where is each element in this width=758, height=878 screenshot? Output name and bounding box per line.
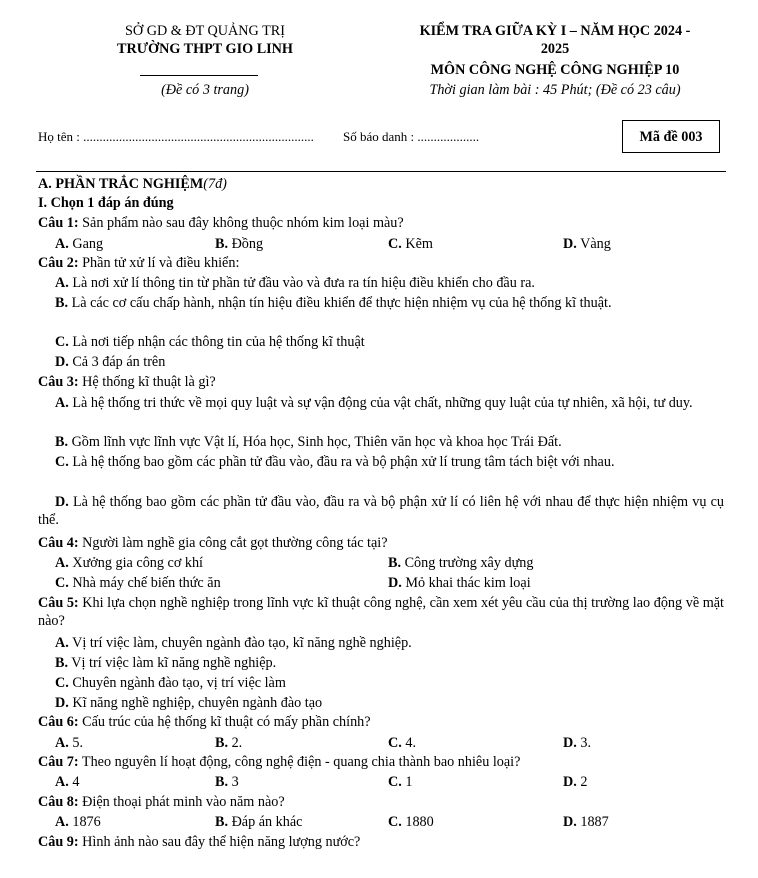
q3-option-d: D. Là hệ thống bao gồm các phần tử đầu vào, đầu ra và bộ phận xử lí có liên hệ với nhau để thực hiện nhiệm vụ cụ thể.	[38, 494, 724, 528]
department-name: SỞ GD & ĐT QUẢNG TRỊ	[125, 23, 285, 39]
section-title-text: A. PHẦN TRẮC NGHIỆM	[38, 176, 204, 192]
section-title	[38, 175, 227, 193]
q2-option-c: C. Là nơi tiếp nhận các thông tin của hệ thống kĩ thuật	[55, 334, 365, 350]
q4-option-b: B. Công trường xây dựng	[388, 555, 534, 571]
exam-title-line1: KIỂM TRA GIỮA KỲ I – NĂM HỌC 2024 -	[419, 23, 691, 39]
question-text: Sản phẩm nào sau đây không thuộc nhóm kim loại màu?	[78, 215, 404, 231]
question-8: Câu 8: Điện thoại phát minh vào năm nào?	[38, 794, 285, 810]
school-name: TRƯỜNG THPT GIO LINH	[117, 41, 293, 57]
q8-option-a: A. 1876	[55, 814, 101, 830]
q1-option-c: C. Kẽm	[388, 236, 433, 252]
question-6: Câu 6: Cấu trúc của hệ thống kĩ thuật có mấy phần chính?	[38, 714, 371, 730]
subject-title: MÔN CÔNG NGHỆ CÔNG NGHIỆP 10	[430, 62, 680, 78]
question-number: Câu 1:	[38, 215, 79, 231]
q7-option-a: A. 4	[55, 774, 80, 790]
q5-option-a: A. Vị trí việc làm, chuyên ngành đào tạo, kĩ năng nghề nghiệp.	[55, 635, 412, 651]
section-instruction: I. Chọn 1 đáp án đúng	[38, 195, 174, 211]
q7-option-c: C. 1	[388, 774, 413, 790]
question-1	[38, 214, 404, 232]
pages-note: (Đề có 3 trang)	[161, 82, 249, 98]
q3-option-a: A. Là hệ thống tri thức về mọi quy luật và sự vận động của vật chất, những quy luật của tự nhiên, xã hội, tư duy.	[55, 395, 693, 411]
header-separator	[36, 171, 726, 172]
q1-option-a: A. Gang	[55, 236, 104, 252]
question-9: Câu 9: Hình ảnh nào sau đây thể hiện năng lượng nước?	[38, 834, 361, 850]
q6-option-c: C. 4.	[388, 735, 416, 751]
question-2: Câu 2: Phần tử xử lí và điều khiển:	[38, 255, 240, 271]
header-underline	[140, 75, 258, 76]
q1-option-b: B. Đồng	[215, 236, 264, 252]
question-4: Câu 4: Người làm nghề gia công cắt gọt thường công tác tại?	[38, 535, 388, 551]
q8-option-d: D. 1887	[563, 814, 609, 830]
q8-option-c: C. 1880	[388, 814, 434, 830]
q2-option-a: A. Là nơi xử lí thông tin từ phần tử đầu vào và đưa ra tín hiệu điều khiển cho đầu ra.	[55, 275, 535, 291]
q8-option-b: B. Đáp án khác	[215, 814, 303, 830]
q2-option-b: B. Là các cơ cấu chấp hành, nhận tín hiệu điều khiển để thực hiện nhiệm vụ của hệ thống kĩ thuật.	[55, 295, 612, 311]
candidate-id-field: Số báo danh : ...................	[343, 129, 480, 144]
time-note: Thời gian làm bài : 45 Phút; (Đề có 23 câu)	[429, 82, 681, 98]
q1-option-d: D. Vàng	[563, 236, 611, 252]
name-field: Họ tên : .......................................................................	[38, 129, 314, 144]
q6-option-a: A. 5.	[55, 735, 83, 751]
q3-option-b: B. Gồm lĩnh vực lĩnh vực Vật lí, Hóa học, Sinh học, Thiên văn học và khoa học Trái Đất.	[55, 434, 562, 450]
exam-code-box: Mã đề 003	[622, 120, 720, 153]
q7-option-b: B. 3	[215, 774, 239, 790]
q4-option-d: D. Mỏ khai thác kim loại	[388, 575, 531, 591]
q6-option-d: D. 3.	[563, 735, 591, 751]
question-7: Câu 7: Theo nguyên lí hoạt động, công nghệ điện - quang chia thành bao nhiêu loại?	[38, 754, 521, 770]
q5-option-b: B. Vị trí việc làm kĩ năng nghề nghiệp.	[55, 655, 277, 671]
q4-option-a: A. Xưởng gia công cơ khí	[55, 555, 203, 571]
section-points: (7đ)	[203, 176, 227, 192]
q2-option-d: D. Cả 3 đáp án trên	[55, 354, 166, 370]
question-3: Câu 3: Hệ thống kĩ thuật là gì?	[38, 374, 216, 390]
q5-option-d: D. Kĩ năng nghề nghiệp, chuyên ngành đào tạo	[55, 695, 323, 711]
exam-title-line2: 2025	[540, 41, 570, 57]
question-5: Câu 5: Khi lựa chọn nghề nghiệp trong lĩnh vực kĩ thuật công nghệ, cần xem xét yêu cầu của thị trường lao động về mặt nào?	[38, 595, 724, 629]
q7-option-d: D. 2	[563, 774, 588, 790]
q6-option-b: B. 2.	[215, 735, 243, 751]
q4-option-c: C. Nhà máy chế biến thức ăn	[55, 575, 221, 591]
q5-option-c: C. Chuyên ngành đào tạo, vị trí việc làm	[55, 675, 286, 691]
q3-option-c: C. Là hệ thống bao gồm các phần tử đầu vào, đầu ra và bộ phận xử lí trung tâm tách biệt với nhau.	[55, 454, 615, 470]
